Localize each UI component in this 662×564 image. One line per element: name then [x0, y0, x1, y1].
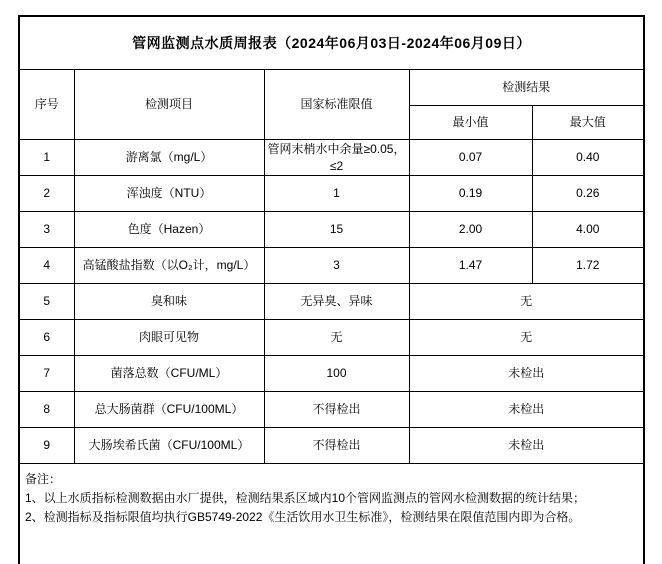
- cell-item: 总大肠菌群（CFU/100ML）: [74, 392, 264, 428]
- cell-seq: 3: [19, 212, 74, 248]
- column-header-min: 最小值: [409, 106, 532, 140]
- cell-seq: 6: [19, 320, 74, 356]
- cell-item: 高锰酸盐指数（以O₂计，mg/L）: [74, 248, 264, 284]
- cell-standard: 无异臭、异味: [264, 284, 409, 320]
- cell-seq: 5: [19, 284, 74, 320]
- table-row-9: [19, 428, 644, 464]
- cell-seq: 4: [19, 248, 74, 284]
- table-row-1: [19, 140, 644, 176]
- title-row: [19, 16, 644, 70]
- cell-min: 2.00: [409, 212, 532, 248]
- note-line-2: 2、检测指标及指标限值均执行GB5749-2022《生活饮用水卫生标准》，检测结果在限值范围内即为合格。: [25, 510, 581, 525]
- cell-standard: 100: [264, 356, 409, 392]
- column-header-item: 检测项目: [74, 70, 264, 140]
- cell-max: 0.40: [532, 140, 644, 176]
- cell-item: 大肠埃希氏菌（CFU/100ML）: [74, 428, 264, 464]
- cell-min: 1.47: [409, 248, 532, 284]
- cell-result: 无: [409, 284, 644, 320]
- column-header-result: 检测结果: [409, 70, 644, 106]
- cell-item: 臭和味: [74, 284, 264, 320]
- cell-standard: 3: [264, 248, 409, 284]
- cell-standard: 管网末梢水中余量≥0.05，≤2: [264, 140, 409, 176]
- water-quality-report-table: [18, 15, 645, 564]
- cell-result: 未检出: [409, 428, 644, 464]
- notes-cell: [19, 464, 644, 564]
- cell-max: 0.26: [532, 176, 644, 212]
- cell-standard: 无: [264, 320, 409, 356]
- column-header-max: 最大值: [532, 106, 644, 140]
- cell-standard: 1: [264, 176, 409, 212]
- note-line-1: 1、以上水质指标检测数据由水厂提供，检测结果系区域内10个管网监测点的管网水检测数据的统计结果；: [25, 491, 586, 506]
- cell-standard: 15: [264, 212, 409, 248]
- cell-item: 肉眼可见物: [74, 320, 264, 356]
- table-row-4: [19, 248, 644, 284]
- table-row-6: [19, 320, 644, 356]
- table-row-2: [19, 176, 644, 212]
- column-header-seq: 序号: [19, 70, 74, 140]
- cell-seq: 2: [19, 176, 74, 212]
- table-row-3: [19, 212, 644, 248]
- cell-item: 色度（Hazen）: [74, 212, 264, 248]
- cell-result: 未检出: [409, 356, 644, 392]
- cell-standard: 不得检出: [264, 392, 409, 428]
- page-title: 管网监测点水质周报表（2024年06月03日-2024年06月09日）: [19, 16, 644, 70]
- cell-result: 未检出: [409, 392, 644, 428]
- cell-min: 0.07: [409, 140, 532, 176]
- cell-item: 浑浊度（NTU）: [74, 176, 264, 212]
- table-row-7: [19, 356, 644, 392]
- table-row-8: [19, 392, 644, 428]
- cell-seq: 1: [19, 140, 74, 176]
- cell-seq: 7: [19, 356, 74, 392]
- notes-label: 备注：: [25, 472, 62, 486]
- header-row-top: [19, 70, 644, 106]
- cell-item: 菌落总数（CFU/ML）: [74, 356, 264, 392]
- table-row-5: [19, 284, 644, 320]
- column-header-standard: 国家标准限值: [264, 70, 409, 140]
- cell-standard: 不得检出: [264, 428, 409, 464]
- notes-row: [19, 464, 644, 564]
- cell-max: 4.00: [532, 212, 644, 248]
- cell-seq: 8: [19, 392, 74, 428]
- cell-max: 1.72: [532, 248, 644, 284]
- cell-result: 无: [409, 320, 644, 356]
- cell-item: 游离氯（mg/L）: [74, 140, 264, 176]
- cell-seq: 9: [19, 428, 74, 464]
- cell-min: 0.19: [409, 176, 532, 212]
